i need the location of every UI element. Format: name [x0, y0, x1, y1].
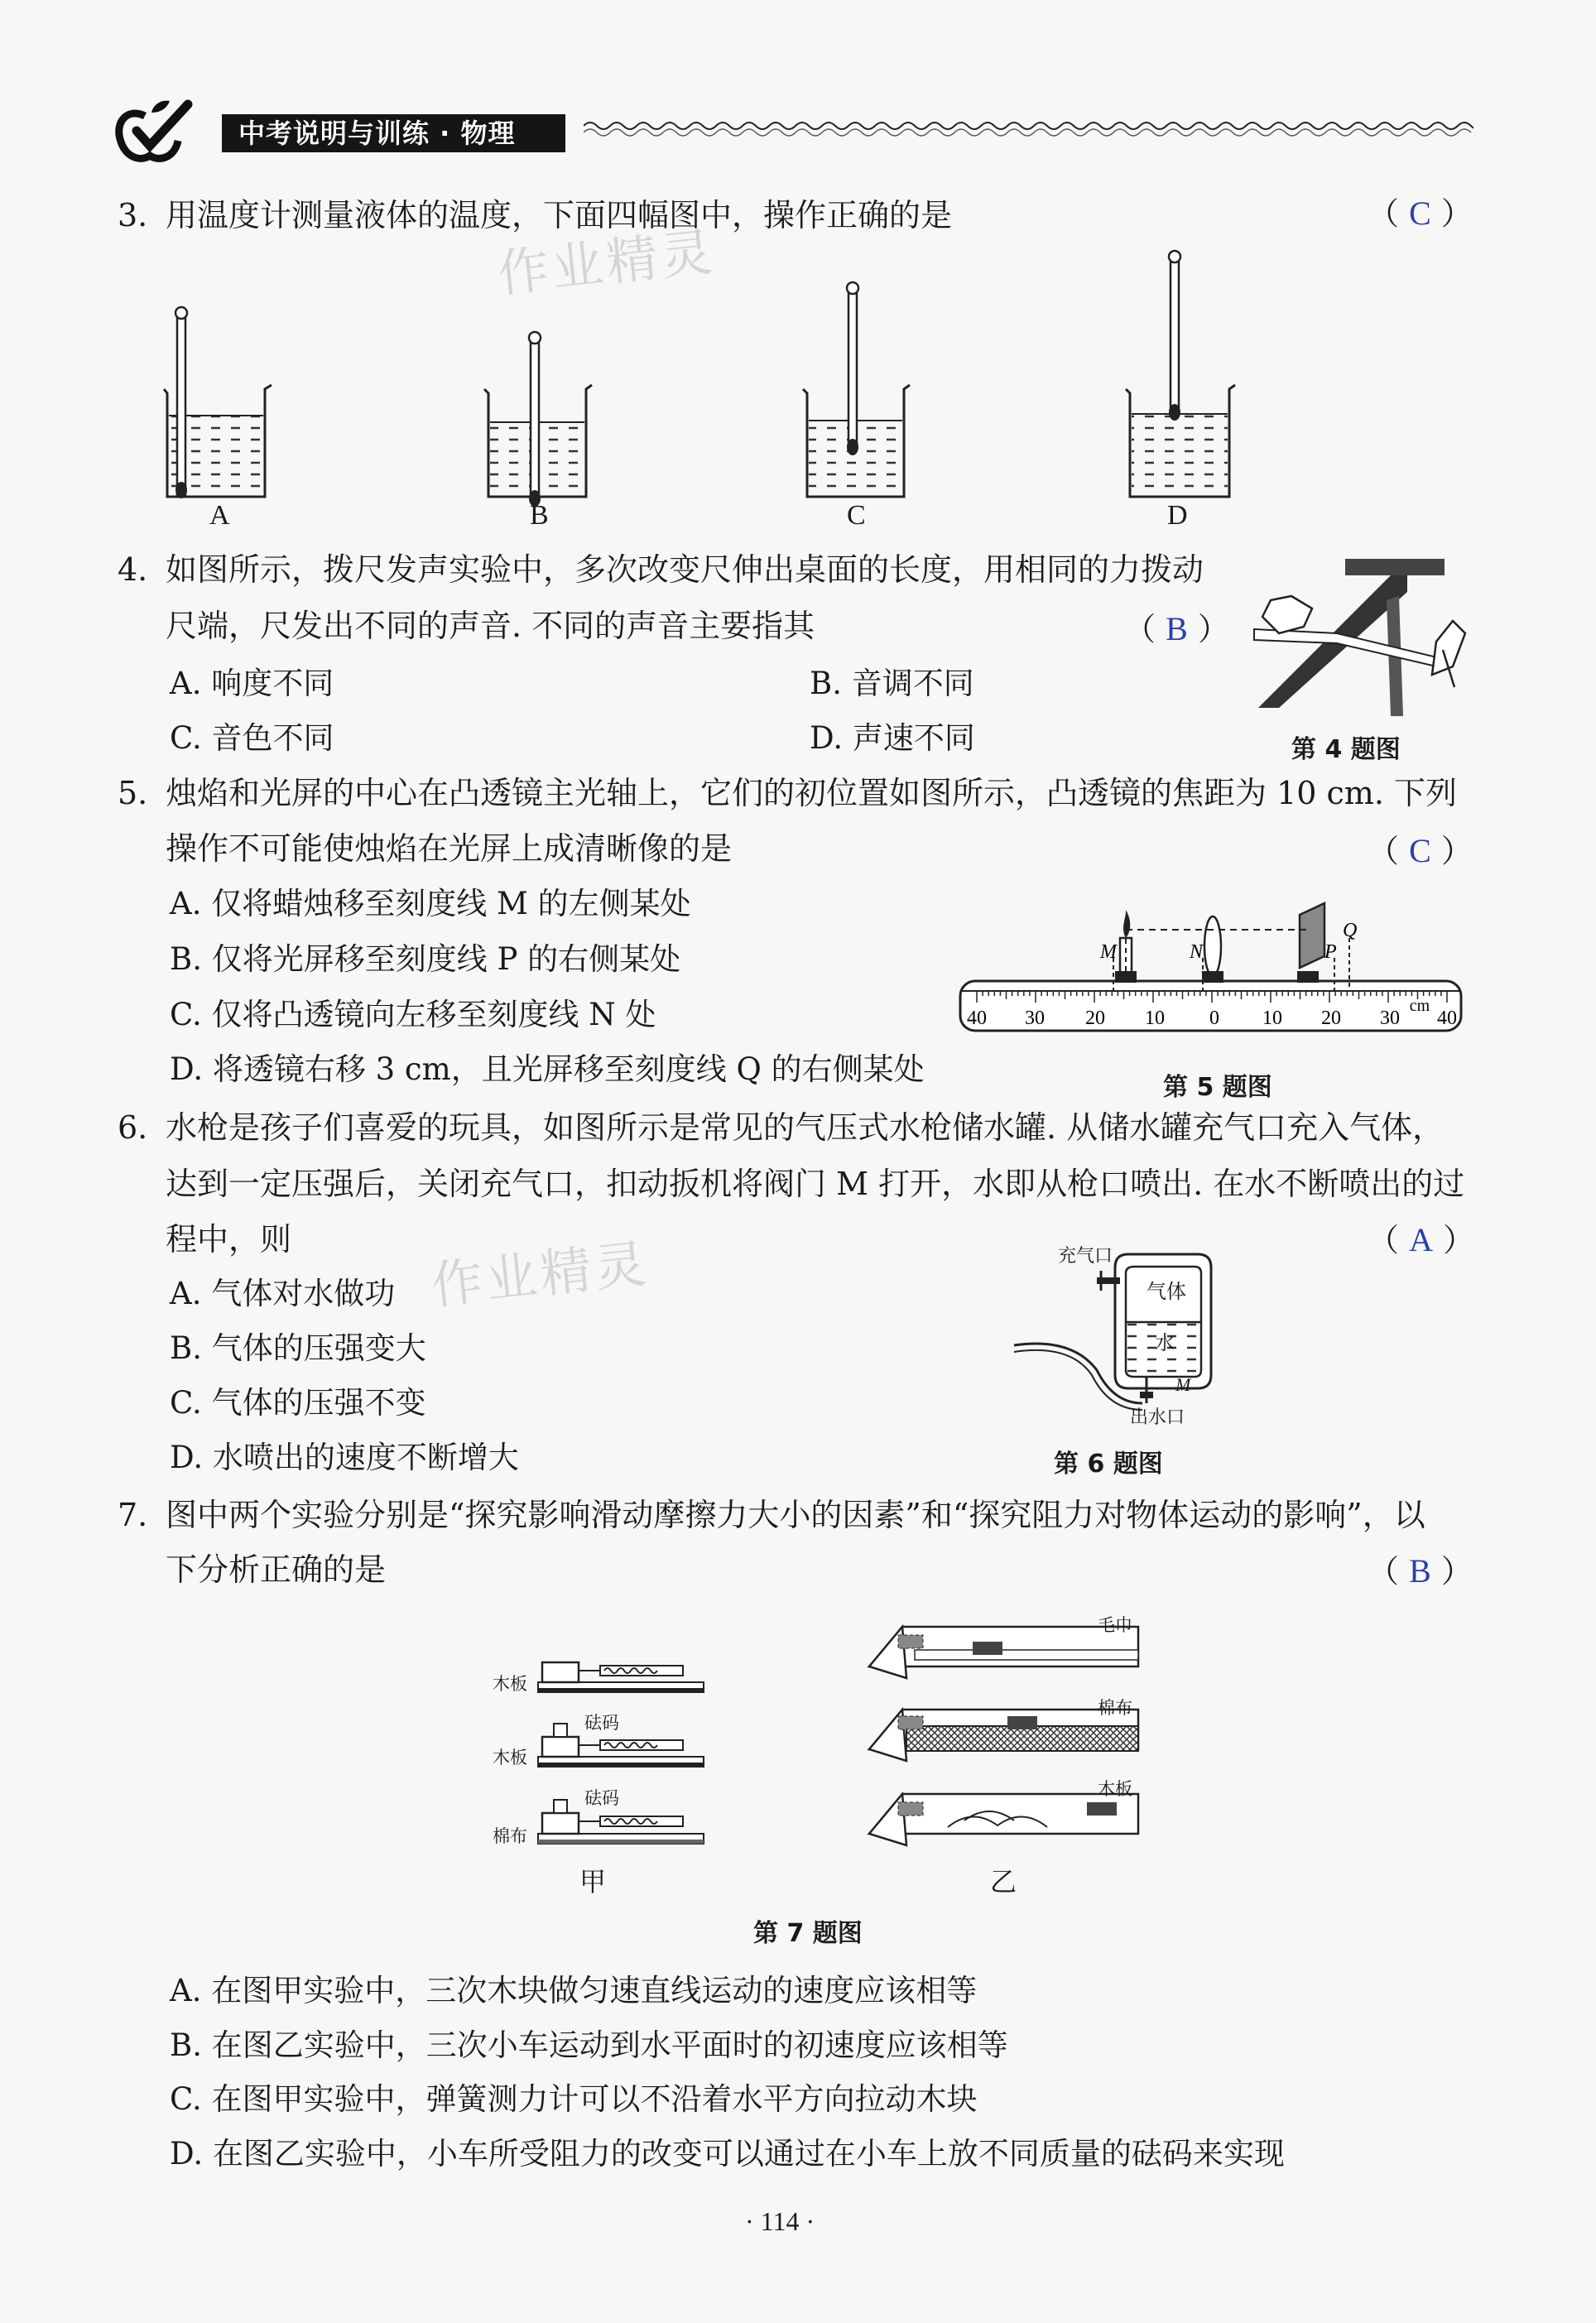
q6-water-tank-figure [1006, 1238, 1246, 1432]
q3-answer: （ C ） [1368, 195, 1473, 232]
q7-option-b: B. 在图乙实验中，三次小车运动到水平面时的初速度应该相等 [170, 2027, 1008, 2063]
ruler-unit: cm [1409, 997, 1430, 1015]
yi-label-towel: 毛巾 [1098, 1615, 1132, 1635]
beaker-d [1126, 251, 1235, 497]
question-stem-line2: 操作不可能使烛焰在光屏上成清晰像的是 [166, 830, 733, 867]
q7-answer: （ B ） [1368, 1552, 1473, 1590]
q7-figure-jia [534, 1647, 708, 1850]
watermark-1: 作业精灵 [494, 221, 719, 305]
yi-row-board [869, 1794, 1138, 1845]
question-number: 6. [118, 1109, 148, 1146]
q6-outlet-label: 出水口 [1130, 1407, 1185, 1428]
tick-label: 10 [1145, 1008, 1165, 1029]
q6-valve-label: M [1175, 1374, 1191, 1395]
jia-row-1 [538, 1662, 704, 1692]
q5-caption: 第 5 题图 [1163, 1073, 1272, 1102]
apple-logo-icon [112, 98, 195, 164]
q7-figure-yi [865, 1610, 1142, 1859]
q4-option-c: C. 音色不同 [170, 720, 334, 756]
question-stem-line2: 尺端，尺发出不同的声音. 不同的声音主要指其 [166, 608, 815, 644]
question-stem-line1: 如图所示，拨尺发声实验中，多次改变尺伸出桌面的长度，用相同的力拨动 [166, 551, 1204, 588]
tick-label: 10 [1262, 1008, 1282, 1029]
q6-answer: （ A ） [1368, 1221, 1475, 1258]
q7-caption: 第 7 题图 [753, 1919, 863, 1948]
answer-letter: B [1409, 1552, 1431, 1590]
q4-option-d: D. 声速不同 [810, 720, 975, 756]
question-stem-line2: 达到一定压强后，关闭充气口，扣动扳机将阀门 M 打开，水即从枪口喷出. 在水不断喷出的过 [166, 1166, 1465, 1202]
q7-option-c: C. 在图甲实验中，弹簧测力计可以不沿着水平方向拉动木块 [170, 2081, 978, 2117]
q7-option-d: D. 在图乙实验中，小车所受阻力的改变可以通过在小车上放不同质量的砝码来实现 [170, 2136, 1285, 2172]
question-stem-line1: 图中两个实验分别是“探究影响滑动摩擦力大小的因素”和“探究阻力对物体运动的影响”，以 [166, 1497, 1425, 1533]
q6-caption: 第 6 题图 [1054, 1450, 1163, 1479]
jia-weight-label-2: 砝码 [584, 1788, 619, 1808]
tick-label: 20 [1085, 1008, 1105, 1029]
jia-label-2: 木板 [493, 1748, 527, 1768]
tick-label: 40 [967, 1008, 987, 1029]
jia-label-1: 木板 [493, 1674, 527, 1694]
mark-n: N [1190, 941, 1204, 963]
beaker-d-label: D [1167, 500, 1188, 531]
q3-thermometer-figures [149, 248, 1242, 522]
page-number: · 114 · [745, 2206, 815, 2236]
jia-label-3: 棉布 [493, 1826, 527, 1846]
tick-label: 40 [1437, 1008, 1457, 1029]
question-number: 5. [118, 775, 148, 811]
question-stem-line1: 水枪是孩子们喜爱的玩具，如图所示是常见的气压式水枪储水罐. 从储水罐充气口充入气体， [166, 1109, 1445, 1146]
question-stem-line3: 程中，则 [166, 1221, 292, 1258]
q5-answer: （ C ） [1368, 832, 1473, 869]
yi-label-board: 木板 [1098, 1779, 1132, 1799]
q6-option-d: D. 水喷出的速度不断增大 [170, 1440, 519, 1475]
fig-yi-label: 乙 [990, 1866, 1017, 1897]
beaker-b-label: B [530, 500, 549, 531]
mark-m: M [1100, 941, 1117, 963]
beaker-c [803, 282, 910, 497]
yi-label-cotton: 棉布 [1098, 1698, 1132, 1718]
q4-option-a: A. 响度不同 [170, 666, 334, 701]
mark-q: Q [1343, 920, 1358, 941]
beaker-a [164, 307, 272, 498]
q6-inlet-label: 充气口 [1058, 1246, 1113, 1267]
fig-jia-label: 甲 [579, 1866, 607, 1897]
q4-ruler-figure [1246, 551, 1473, 716]
jia-row-2 [538, 1724, 704, 1767]
q6-option-a: A. 气体对水做功 [170, 1276, 396, 1311]
jia-row-3 [538, 1800, 704, 1844]
answer-letter: C [1409, 195, 1431, 232]
watermark-2: 作业精灵 [428, 1233, 652, 1316]
q5-option-a: A. 仅将蜡烛移至刻度线 M 的左侧某处 [170, 886, 691, 921]
mark-p: P [1324, 941, 1337, 963]
q6-water-label: 水 [1155, 1331, 1175, 1354]
question-stem-line2: 下分析正确的是 [166, 1551, 387, 1588]
q5-option-b: B. 仅将光屏移至刻度线 P 的右侧某处 [170, 941, 681, 977]
answer-letter: B [1166, 610, 1188, 647]
question-number: 3. [118, 197, 148, 233]
q6-option-b: B. 气体的压强变大 [170, 1330, 426, 1366]
q4-caption: 第 4 题图 [1291, 735, 1401, 764]
beaker-c-label: C [847, 500, 866, 531]
tick-label: 30 [1380, 1008, 1400, 1029]
tick-label: 20 [1321, 1008, 1341, 1029]
header-wavy-rule [584, 116, 1473, 141]
q5-option-d: D. 将透镜右移 3 cm，且光屏移至刻度线 Q 的右侧某处 [170, 1051, 925, 1087]
question-number: 4. [118, 551, 148, 588]
beaker-a-label: A [209, 500, 230, 531]
question-stem: 用温度计测量液体的温度，下面四幅图中，操作正确的是 [166, 197, 953, 233]
answer-letter: A [1409, 1221, 1433, 1258]
q4-answer: （ B ） [1124, 610, 1229, 647]
answer-letter: C [1409, 832, 1431, 869]
q6-option-c: C. 气体的压强不变 [170, 1385, 426, 1421]
q6-gas-label: 气体 [1147, 1280, 1186, 1303]
q7-option-a: A. 在图甲实验中，三次木块做匀速直线运动的速度应该相等 [170, 1973, 978, 2008]
q5-optical-bench-figure [956, 898, 1469, 1043]
beaker-b [484, 332, 592, 507]
tick-label: 0 [1209, 1008, 1219, 1029]
tick-label: 30 [1025, 1008, 1045, 1029]
header-title: 中考说明与训练 · 物理 [238, 118, 516, 149]
q4-option-b: B. 音调不同 [810, 666, 974, 701]
question-number: 7. [118, 1497, 148, 1533]
question-stem-line1: 烛焰和光屏的中心在凸透镜主光轴上，它们的初位置如图所示，凸透镜的焦距为 10 cm. 下列 [166, 775, 1457, 811]
q5-option-c: C. 仅将凸透镜向左移至刻度线 N 处 [170, 997, 656, 1032]
jia-weight-label-1: 砝码 [584, 1713, 619, 1733]
